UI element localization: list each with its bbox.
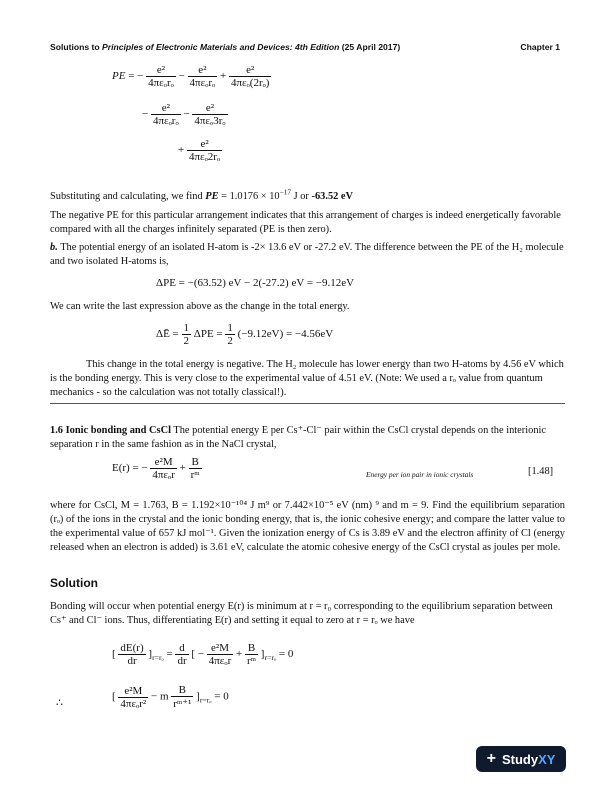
equation-number: [1.48] (528, 466, 554, 477)
studyxy-logo[interactable] (476, 746, 566, 772)
equation-equilibrium: [ $\frac{\text{e²M}}{\text{4πεₒr²}}$ − m $\frac{B}{\text{rᵐ⁺¹}}$ ]$_{r=r_o} = 0$ (112, 684, 229, 710)
running-header: Solutions to Principles of Electronic Materials and Devices: 4th Edition (25 April 2017) (50, 42, 401, 52)
chapter-label: Chapter 1 (520, 42, 560, 52)
equation-148: E(r) = − $\frac{\text{e²M}}{\text{4πεₒr}}$ + $\frac{B}{\text{rᵐ}}$ (112, 456, 200, 481)
result-paragraph: Substituting and calculating, we find PE = $1.0176 \times 10^{-17}$ J or -63.52 eV (50, 188, 354, 202)
brand-name: StudyXY (501, 751, 556, 767)
equation-delta-e: ΔĒ = $\frac{1}{2}$ ΔPE = $\frac{1}{2}$ (−9.12eV) = −4.56eV (156, 322, 334, 347)
solution-paragraph: Bonding will occur when potential energy E(r) is minimum at r = r₀ corresponding to the equilibrium separation between Cs⁺ and Cl⁻ ions. Thus, differentiating E(r) and setting it equal to zero at r = rₒ we have (50, 601, 553, 626)
equation-pe-line1: PE = − $\frac{\text{e²}}{\text{4πεₒrₒ}}$ − $\frac{\text{e²}}{\text{4πεₒrₒ}}$ + $\frac{\text{e²}}{\text{4πεₒ(2rₒ)}}$ (112, 64, 270, 89)
section-divider (50, 403, 565, 404)
plus-icon: + (486, 750, 496, 767)
therefore-symbol: ∴ (56, 697, 63, 709)
equation-pe-line2: − $\frac{\text{e²}}{\text{4πεₒrₒ}}$ − $\frac{\text{e²}}{\text{4πεₒ3rₒ}}$ (142, 102, 226, 127)
total-energy-paragraph: We can write the last expression above as the change in the total energy. (50, 301, 350, 312)
problem-title: 1.6 Ionic bonding and CsCl (50, 425, 171, 436)
equation-pe-line3: + $\frac{\text{e²}}{\text{4πεₒ2rₒ}}$ (178, 138, 221, 163)
negative-pe-paragraph: The negative PE for this particular arrangement indicates that this arrangement of charges is indeed energetically favorable compared with all the charges infinitely separated (PE is then zero). (50, 210, 561, 235)
solution-heading: Solution (50, 576, 98, 590)
equation-derivative: [ $\frac{dE(r)}{dr}$ ]$_{r=r_o}$ = $\frac{d}{dr}$ [ − $\frac{\text{e²M}}{\text{4πεₒr}}$ + $\frac{B}{\text{rᵐ}}$ ]$_{r=r_o} = 0$ (112, 642, 294, 667)
energy-change-paragraph: This change in the total energy is negative. The H₂ molecule has lower energy than two H-atoms by 4.56 eV which is the bonding energy. This is very close to the experimental value of 4.51 eV. (Note: We used a rₒ value from quantum mechanics - so the calculation was not totally classical!). (50, 359, 564, 398)
equation-delta-pe: ΔPE = −(63.52) eV − 2(-27.2) eV = −9.12eV (156, 277, 355, 289)
problem-intro: 1.6 Ionic bonding and CsCl The potential energy E per Cs⁺-Cl⁻ pair within the CsCl crystal depends on the interionic separation r in the same fashion as in the NaCl crystal, (50, 425, 547, 450)
problem-body: where for CsCl, M = 1.763, B = 1.192×10⁻¹⁰⁴ J m⁹ or 7.442×10⁻⁵ eV (nm) ⁹ and m = 9. Find the equilibrium separation (rₒ) of the ions in the crystal and the ionic bonding energy, that is, the ionic cohesive energy; and compare the latter value to the experimental value of 657 kJ mol⁻¹. Given the ionization energy of Cs is 3.89 eV and the electron affinity of Cl (energy released when an electron is added) is 3.61 eV, calculate the atomic cohesive energy of the CsCl crystal as joules per mole. (50, 500, 565, 553)
equation-note: Energy per ion pair in ionic crystals (366, 470, 474, 479)
part-b-paragraph: b. The potential energy of an isolated H-atom is -2× 13.6 eV or -27.2 eV. The difference between the PE of the H₂ molecule and two isolated H-atoms is, (50, 242, 564, 267)
